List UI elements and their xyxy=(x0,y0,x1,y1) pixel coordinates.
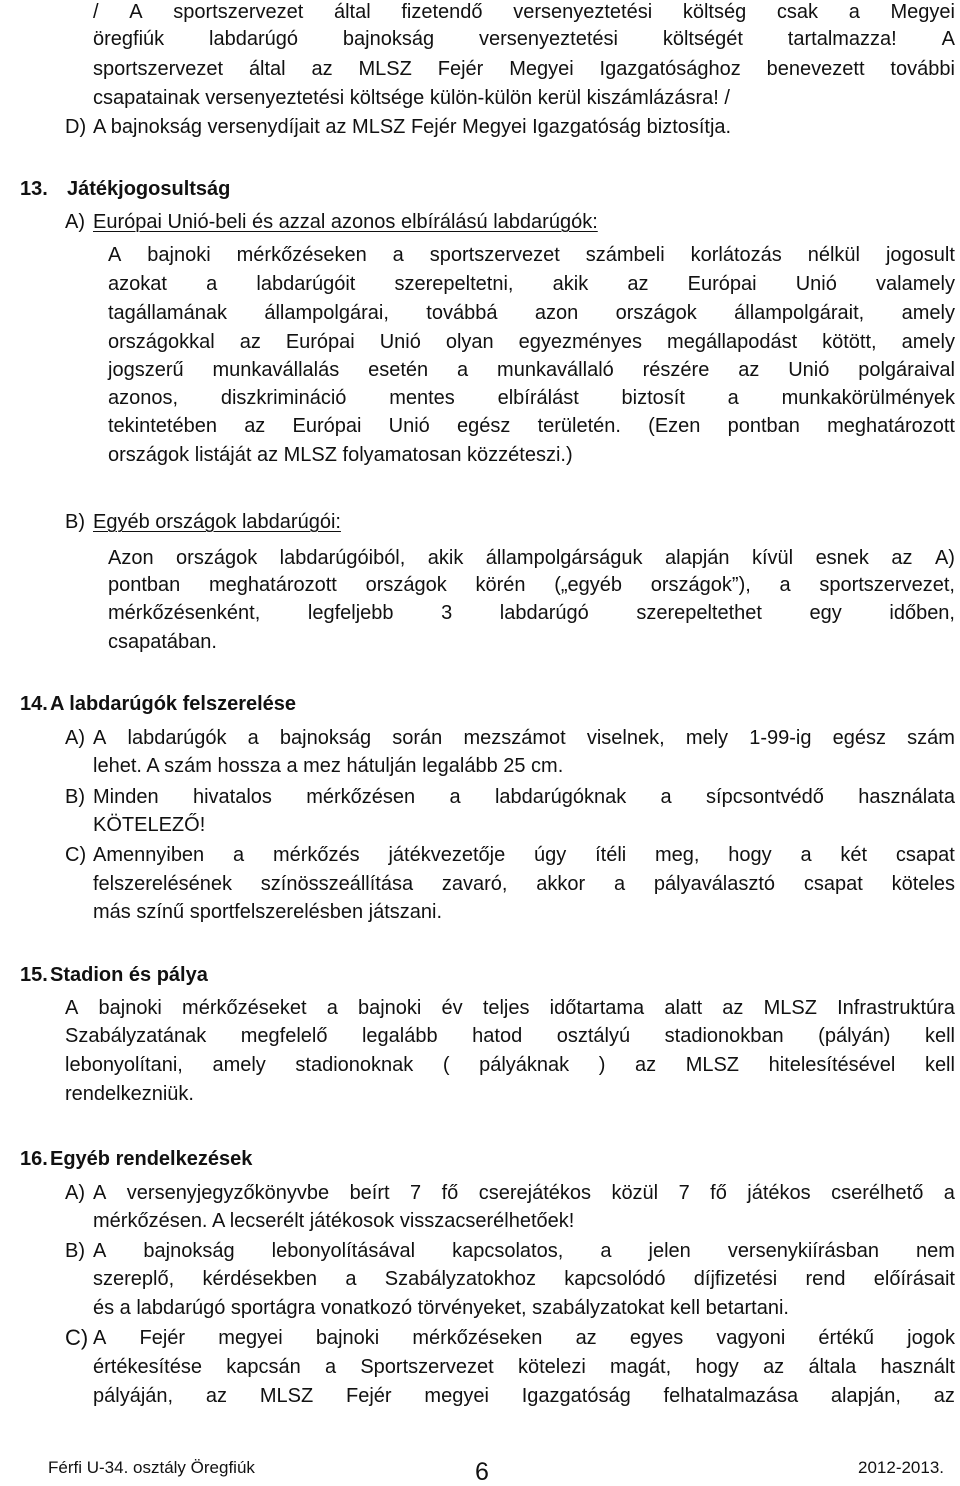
s14-c-line: Amennyiben a mérkőzés játékvezetője úgy ítéli meg, hogy a két csapat xyxy=(93,844,955,866)
s13-a-line: országokkal az Európai Unió olyan egyezményes megállapodást kötött, amely xyxy=(108,331,955,353)
s13-a-line: azonos, diszkrimináció mentes elbírálást biztosít a munkakörülmények xyxy=(108,387,955,409)
s16-a-line: mérkőzésen. A lecserélt játékosok visszacserélhetőek! xyxy=(93,1210,575,1232)
s13-b-line: mérkőzésenként, legfeljebb 3 labdarúgó szerepeltethet egy időben, xyxy=(108,602,955,624)
intro-line: / A sportszervezet által fizetendő versenyeztetési költség csak a Megyei xyxy=(93,1,955,23)
s13-a-heading: Európai Unió-beli és azzal azonos elbírálású labdarúgók: xyxy=(93,211,598,233)
section-14-title: A labdarúgók felszerelése xyxy=(50,693,297,715)
section-16-number: 16. xyxy=(20,1148,48,1170)
s16-a-line: A versenyjegyzőkönyvbe beírt 7 fő cserejátékos közül 7 fő játékos cserélhető a xyxy=(93,1182,955,1204)
s13-b-line: Azon országok labdarúgóiból, akik állampolgárságuk alapján kívül esnek az A) xyxy=(108,547,955,569)
s15-line: rendelkezniük. xyxy=(65,1083,194,1105)
s16-b-line: A bajnokság lebonyolításával kapcsolatos, a jelen versenykiírásban nem xyxy=(93,1240,955,1262)
section-16-title: Egyéb rendelkezések xyxy=(50,1148,253,1170)
item-d-text: A bajnokság versenydíjait az MLSZ Fejér Megyei Igazgatóság biztosítja. xyxy=(93,116,732,138)
s16-b-label: B) xyxy=(65,1240,85,1262)
s14-a-label: A) xyxy=(65,727,85,749)
s13-b-label: B) xyxy=(65,511,85,533)
s16-a-label: A) xyxy=(65,1182,85,1204)
section-14-number: 14. xyxy=(20,693,48,715)
intro-line: sportszervezet által az MLSZ Fejér Megyei Igazgatósághoz benevezett további xyxy=(93,58,955,80)
section-13-number: 13. xyxy=(20,178,48,200)
s13-a-line: A bajnoki mérkőzéseken a sportszervezet számbeli korlátozás nélkül jogosult xyxy=(108,244,955,266)
s14-b-line: KÖTELEZŐ! xyxy=(93,814,206,836)
s16-b-line: és a labdarúgó sportágra vonatkozó törvényeket, szabályzatokat kell betartani. xyxy=(93,1297,789,1319)
s16-c-line: értékesítése kapcsán a Sportszervezet kötelezi magát, hogy az általa használt xyxy=(93,1356,955,1378)
s14-c-line: felszerelésének színösszeállítása zavaró, akkor a pályaválasztó csapat köteles xyxy=(93,873,955,895)
s15-line: Szabályzatának megfelelő legalább hatod osztályú stadionokban (pályán) kell xyxy=(65,1025,955,1047)
s13-a-line: azokat a labdarúgóit szerepeltetni, akik az Európai Unió valamely xyxy=(108,273,955,295)
s15-line: A bajnoki mérkőzéseket a bajnoki év teljes időtartama alatt az MLSZ Infrastruktúra xyxy=(65,997,955,1019)
s13-a-line: országok listáját az MLSZ folyamatosan közzéteszi.) xyxy=(108,444,573,466)
s15-line: lebonyolítani, amely stadionoknak ( pályáknak ) az MLSZ hitelesítésével kell xyxy=(65,1054,955,1076)
s16-c-line: pályáján, az MLSZ Fejér megyei Igazgatóság felhatalmazása alapján, az xyxy=(93,1385,955,1407)
s16-c-label: C) xyxy=(65,1325,89,1350)
page-number: 6 xyxy=(475,1458,489,1486)
s13-b-heading: Egyéb országok labdarúgói: xyxy=(93,511,341,533)
s14-a-line: A labdarúgók a bajnokság során mezszámot viselnek, mely 1-99-ig egész szám xyxy=(93,727,955,749)
s16-c-line: A Fejér megyei bajnoki mérkőzéseken az egyes vagyoni értékű jogok xyxy=(93,1327,955,1349)
s13-a-label: A) xyxy=(65,211,85,233)
s14-c-label: C) xyxy=(65,844,87,866)
s13-b-line: csapatában. xyxy=(108,631,217,653)
s14-c-line: más színű sportfelszerelésben játszani. xyxy=(93,901,443,923)
s16-b-line: szereplő, kérdésekben a Szabályzatokhoz kapcsolódó díjfizetési rend előírásait xyxy=(93,1268,955,1290)
s14-b-line: Minden hivatalos mérkőzésen a labdarúgóknak a sípcsontvédő használata xyxy=(93,786,955,808)
s13-a-line: tekintetében az Európai Unió egész területén. (Ezen pontban meghatározott xyxy=(108,415,955,437)
s13-a-line: tagállamának állampolgárai, továbbá azon országok állampolgárait, amely xyxy=(108,302,955,324)
section-15-title: Stadion és pálya xyxy=(50,964,208,986)
item-d-label: D) xyxy=(65,116,87,138)
s13-b-line: pontban meghatározott országok körén („egyéb országok”), a sportszervezet, xyxy=(108,574,955,596)
s14-a-line: lehet. A szám hossza a mez hátulján legalább 25 cm. xyxy=(93,755,564,777)
section-13-title: Játékjogosultság xyxy=(67,178,231,200)
s14-b-label: B) xyxy=(65,786,85,808)
intro-line: csapatainak versenyeztetési költsége külön-külön kerül kiszámlázásra! / xyxy=(93,87,730,109)
footer-right: 2012-2013. xyxy=(858,1458,945,1477)
section-15-number: 15. xyxy=(20,964,48,986)
intro-line: öregfiúk labdarúgó bajnokság versenyeztetési költségét tartalmazza! A xyxy=(93,28,955,50)
footer-left: Férfi U-34. osztály Öregfiúk xyxy=(48,1458,255,1477)
s13-a-line: jogszerű munkavállalás esetén a munkavállaló részére az Unió polgáraival xyxy=(108,359,955,381)
